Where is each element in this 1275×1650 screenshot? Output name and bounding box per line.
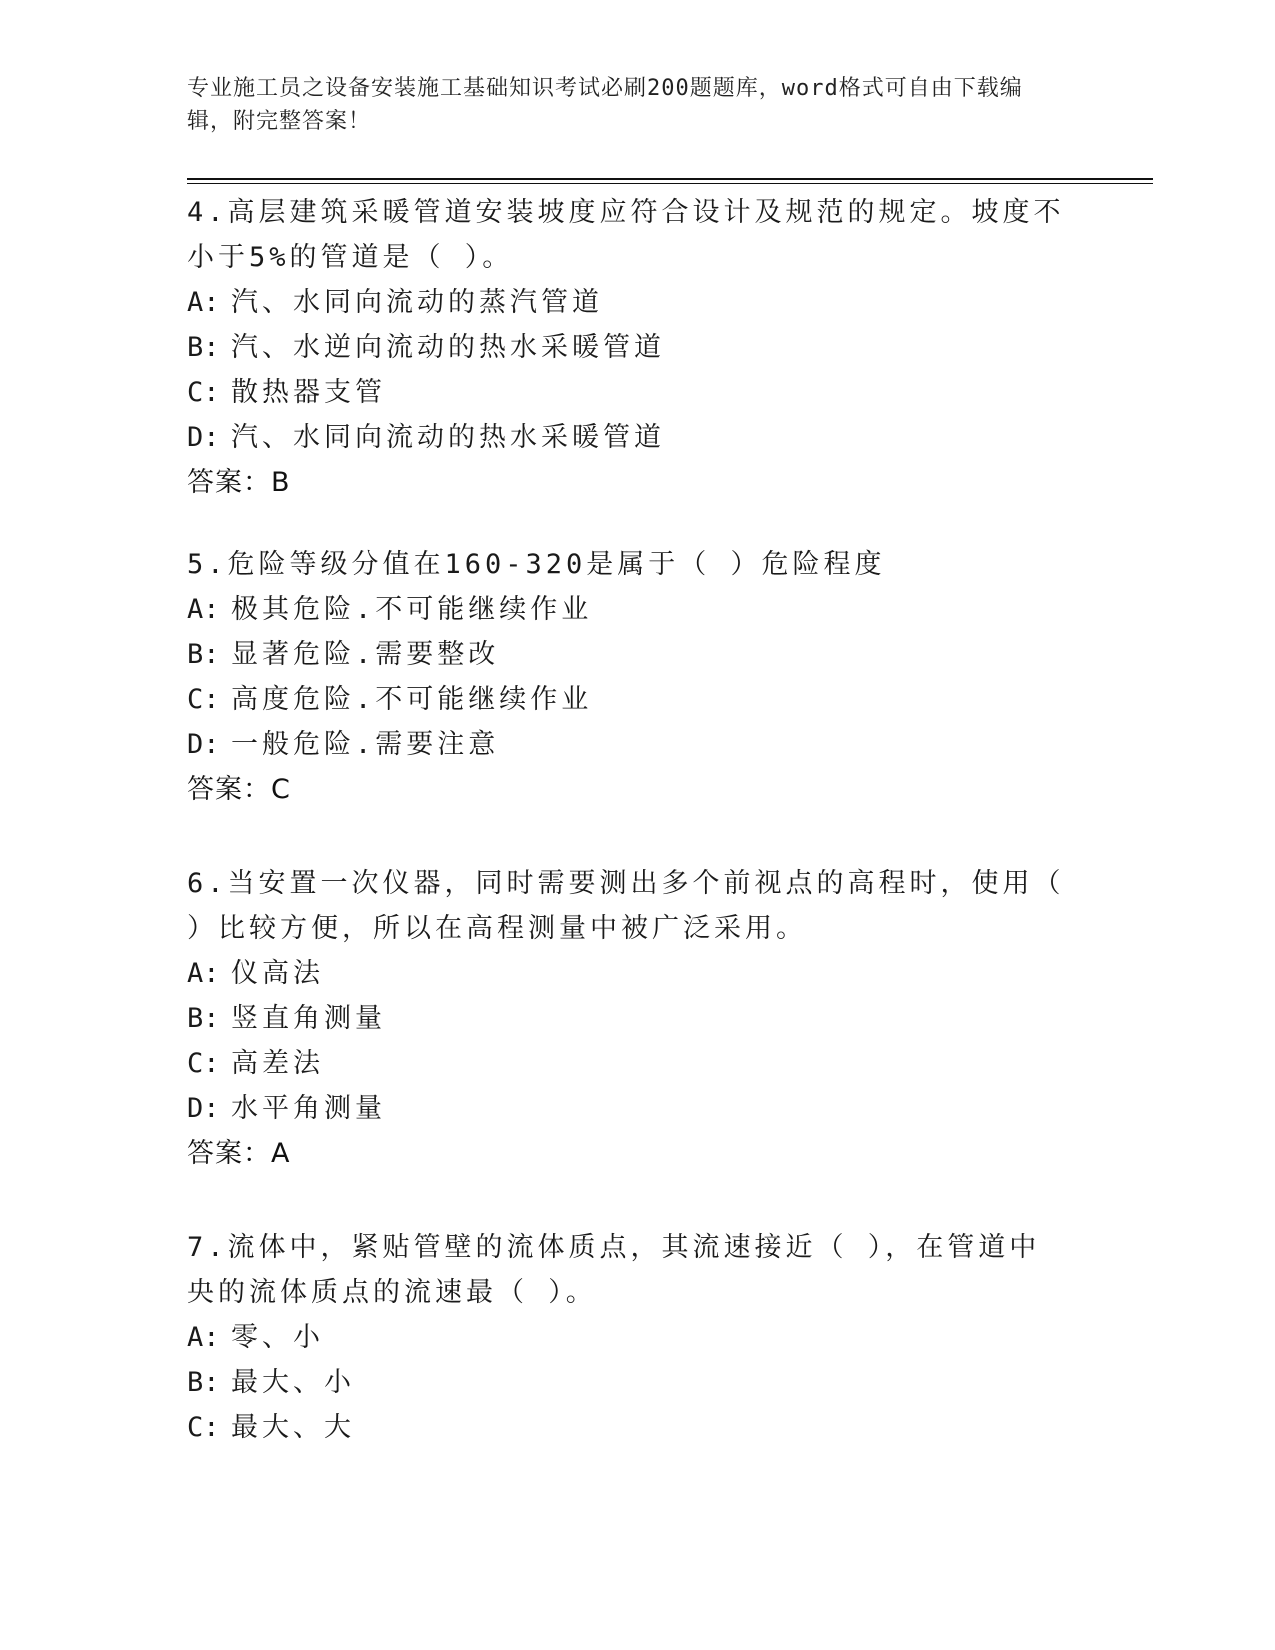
question-4 <box>187 190 1067 505</box>
answer: 答案：A <box>187 1138 291 1169</box>
option-text: 显著危险.需要整改 <box>231 639 500 670</box>
option-b <box>187 996 1067 1041</box>
option-c <box>187 1405 1067 1450</box>
option-text: 一般危险.需要注意 <box>231 729 500 760</box>
option-text: 高差法 <box>231 1048 324 1079</box>
option-text: 汽、水同向流动的蒸汽管道 <box>231 287 603 318</box>
option-text: 高度危险.不可能继续作业 <box>231 684 593 715</box>
option-text: 最大、大 <box>231 1412 355 1443</box>
option-a <box>187 587 1067 632</box>
answer: 答案：B <box>187 467 291 498</box>
option-text: 零、小 <box>231 1322 324 1353</box>
option-text: 极其危险.不可能继续作业 <box>231 594 593 625</box>
option-c <box>187 370 1067 415</box>
option-key: D: <box>187 729 220 760</box>
option-key: A: <box>187 287 220 318</box>
option-a <box>187 951 1067 996</box>
option-key: B: <box>187 639 220 670</box>
option-text: 水平角测量 <box>231 1093 386 1124</box>
option-text: 汽、水逆向流动的热水采暖管道 <box>231 332 665 363</box>
option-key: B: <box>187 1003 220 1034</box>
option-c <box>187 1041 1067 1086</box>
option-a <box>187 280 1067 325</box>
option-key: C: <box>187 1048 220 1079</box>
question-stem: 4.高层建筑采暖管道安装坡度应符合设计及规范的规定。坡度不小于5%的管道是（ ）。 <box>187 197 1065 273</box>
question-stem: 7.流体中，紧贴管壁的流体质点，其流速接近（ ），在管道中央的流体质点的流速最（ ）。 <box>187 1232 1041 1308</box>
option-key: A: <box>187 1322 220 1353</box>
option-text: 散热器支管 <box>231 377 386 408</box>
option-b <box>187 325 1067 370</box>
question-5 <box>187 542 1067 812</box>
answer: 答案：C <box>187 774 291 805</box>
option-key: B: <box>187 1367 220 1398</box>
question-6 <box>187 861 1067 1176</box>
option-d <box>187 722 1067 767</box>
option-b <box>187 1360 1067 1405</box>
option-text: 仪高法 <box>231 958 324 989</box>
option-text: 最大、小 <box>231 1367 355 1398</box>
option-text: 竖直角测量 <box>231 1003 386 1034</box>
header-divider-thick <box>187 178 1153 180</box>
header-divider-thin <box>187 183 1153 184</box>
question-stem: 5.危险等级分值在160-320是属于（ ）危险程度 <box>187 549 886 580</box>
question-stem: 6.当安置一次仪器，同时需要测出多个前视点的高程时，使用（ ）比较方便，所以在高程测量中被广泛采用。 <box>187 868 1065 944</box>
option-c <box>187 677 1067 722</box>
option-b <box>187 632 1067 677</box>
option-d <box>187 1086 1067 1131</box>
option-key: D: <box>187 1093 220 1124</box>
option-key: C: <box>187 684 220 715</box>
option-text: 汽、水同向流动的热水采暖管道 <box>231 422 665 453</box>
question-7 <box>187 1225 1067 1450</box>
option-key: C: <box>187 377 220 408</box>
option-key: B: <box>187 332 220 363</box>
option-d <box>187 415 1067 460</box>
option-key: A: <box>187 594 220 625</box>
option-a <box>187 1315 1067 1360</box>
option-key: C: <box>187 1412 220 1443</box>
option-key: A: <box>187 958 220 989</box>
document-header: 专业施工员之设备安装施工基础知识考试必刷200题题库，word格式可自由下载编辑，附完整答案！ <box>187 76 1023 134</box>
option-key: D: <box>187 422 220 453</box>
